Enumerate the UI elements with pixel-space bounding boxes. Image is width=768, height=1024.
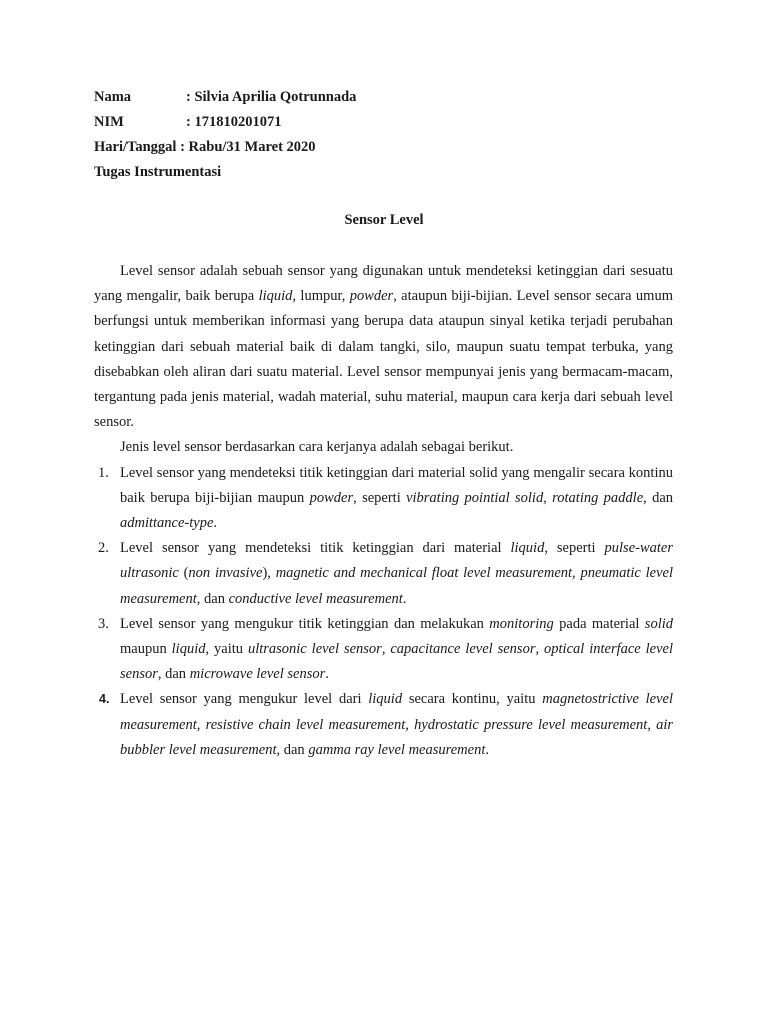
date-label: Hari/Tanggal — [94, 139, 177, 155]
date-row — [94, 136, 494, 161]
italic-term: admittance-type — [120, 515, 214, 532]
text-span: , dan — [196, 590, 229, 607]
text-span: Level sensor adalah sebuah sensor yang digunakan untuk mendeteksi ketinggian dari sesuatu yang mengalir, baik berupa — [94, 263, 673, 305]
text-span: , — [647, 716, 657, 733]
italic-term: optical interface level sensor — [120, 641, 674, 683]
text-span: pada material — [553, 615, 645, 632]
list-item — [94, 687, 673, 763]
nim-value: : 171810201071 — [186, 114, 282, 130]
italic-term: liquid — [258, 288, 293, 305]
text-span: , — [543, 489, 553, 506]
text-span: . — [402, 590, 407, 607]
text-span: , — [572, 565, 581, 582]
italic-term: powder — [309, 489, 354, 506]
italic-term: air bubbler level measurement — [120, 716, 674, 758]
text-span: . — [213, 515, 218, 532]
text-span: secara kontinu, yaitu — [402, 691, 543, 708]
nim-label: NIM — [94, 114, 124, 130]
text-span: , dan — [643, 489, 674, 506]
text-span: , dan — [276, 741, 309, 758]
name-label: Nama — [94, 89, 132, 105]
text-span: ( — [178, 565, 189, 582]
name-row — [94, 86, 494, 111]
text-span: , — [381, 641, 391, 658]
text-span: , yaitu — [205, 641, 248, 658]
text-span: . — [485, 741, 489, 758]
italic-term: resistive chain level measurement — [205, 716, 406, 733]
italic-term: microwave level sensor — [189, 666, 326, 683]
list-number: 1. — [98, 464, 109, 481]
italic-term: conductive level measurement — [228, 590, 403, 607]
italic-term: rotating paddle — [552, 489, 644, 506]
italic-term: solid — [644, 615, 673, 632]
italic-term: powder — [349, 288, 394, 305]
list-intro-paragraph: Jenis level sensor berdasarkan cara kerjanya adalah sebagai berikut. — [120, 439, 514, 456]
text-span: , seperti — [544, 540, 605, 557]
text-span: , dan — [157, 666, 190, 683]
date-value: : Rabu/31 Maret 2020 — [176, 139, 316, 155]
list-number: 4. — [99, 692, 110, 707]
italic-term: gamma ray level measurement — [308, 741, 486, 758]
assignment-row — [94, 161, 494, 186]
intro-paragraph — [94, 259, 673, 435]
text-span: , — [405, 716, 415, 733]
italic-term: vibrating pointial solid — [406, 489, 544, 506]
italic-term: pulse-water ultrasonic — [120, 540, 673, 582]
italic-term: magnetostrictive level measurement — [120, 691, 673, 733]
text-span: Level sensor yang mengukur level dari — [120, 691, 369, 708]
assignment-title: Tugas Instrumentasi — [94, 164, 222, 180]
document-body — [94, 259, 673, 763]
list-item — [94, 461, 673, 537]
text-span: , — [196, 716, 206, 733]
italic-term: capacitance level sensor — [390, 641, 536, 658]
italic-term: ultrasonic level sensor — [247, 641, 382, 658]
text-span: , ataupun biji-bijian. Level sensor secara umum berfungsi untuk memberikan informasi yang berupa data ataupun sinyal ketika terjadi perubahan ketinggian dari sebuah material baik di dalam tangki, silo, maupun suatu tempat terbuka, yang disebabkan oleh aliran dari suatu material. Level sensor mempunyai jenis yang bermacam-macam, tergantung pada jenis material, wadah material, suhu material, maupun cara kerja dari sebuah level sensor. — [94, 288, 673, 431]
text-span: , — [535, 641, 545, 658]
list-item — [94, 612, 673, 688]
text-span: Level sensor yang mengukur titik ketinggian dan melakukan — [120, 615, 490, 632]
italic-term: magnetic and mechanical float level measurement — [275, 565, 573, 582]
student-info-header — [94, 86, 494, 186]
italic-term: liquid — [368, 691, 403, 708]
name-value: : Silvia Aprilia Qotrunnada — [186, 89, 357, 105]
text-span: ), — [262, 565, 276, 582]
text-span: Level sensor yang mendeteksi titik ketinggian dari material — [120, 540, 511, 557]
nim-row — [94, 111, 494, 136]
sensor-type-list — [94, 461, 673, 763]
italic-term: non invasive — [188, 565, 263, 582]
italic-term: liquid — [510, 540, 545, 557]
text-span: , seperti — [353, 489, 407, 506]
text-span: Level sensor yang mendeteksi titik ketinggian dari material solid yang mengalir secara kontinu baik berupa biji-bijian maupun — [120, 464, 673, 506]
text-span: maupun — [120, 641, 172, 658]
document-title: Sensor Level — [344, 212, 424, 228]
list-number: 3. — [98, 615, 109, 632]
list-item — [94, 536, 673, 612]
text-span: . — [325, 666, 329, 683]
italic-term: pneumatic level measurement — [120, 565, 673, 607]
italic-term: liquid — [171, 641, 206, 658]
italic-term: hydrostatic pressure level measurement — [414, 716, 648, 733]
italic-term: monitoring — [489, 615, 554, 632]
text-span: , lumpur, — [292, 288, 350, 305]
list-number: 2. — [98, 540, 109, 557]
